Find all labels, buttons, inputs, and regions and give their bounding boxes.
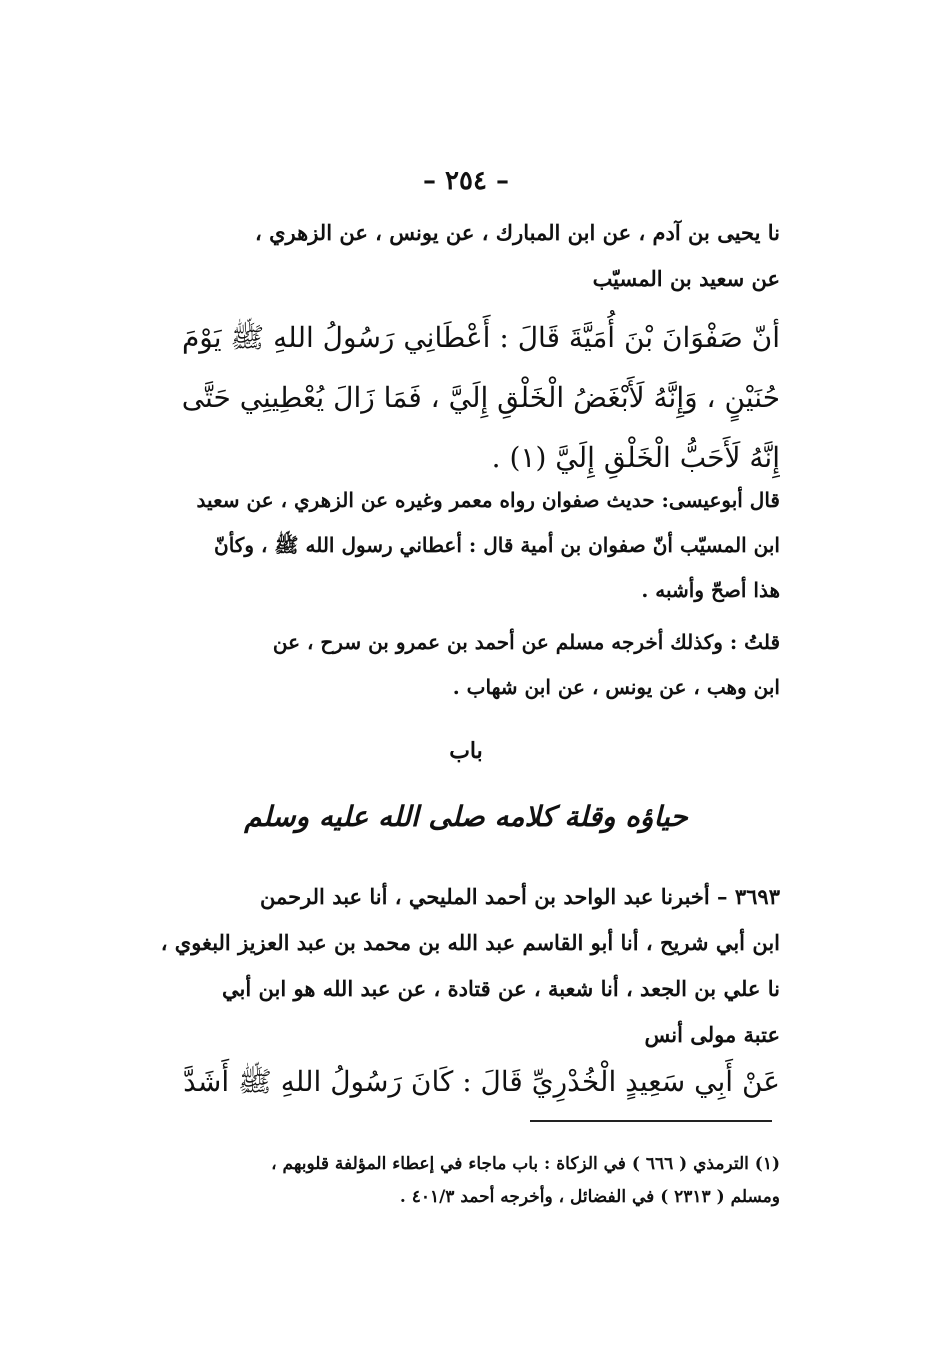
isnad-line: ابن أبي شريح ، أنا أبو القاسم عبد الله بن محمد بن عبد العزيز البغوي ،: [160, 930, 780, 955]
commentary-line: قلتُ : وكذلك أخرجه مسلم عن أحمد بن عمرو بن سرح ، عن: [272, 630, 780, 654]
hadith-text-1: [134, 308, 780, 488]
commentary-line: ابن وهب ، عن يونس ، عن ابن شهاب .: [452, 675, 780, 699]
hadith-line: حُنَيْنٍ ، وَإِنَّهُ لَأَبْغَضُ الْخَلْقِ إِلَيَّ ، فَمَا زَالَ يُعْطِينِي حَتَّى: [181, 381, 780, 414]
hadith-line: إِنَّهُ لَأَحَبُّ الْخَلْقِ إِلَيَّ (١) .: [491, 441, 780, 474]
commentary-line: قال أبوعيسى: حديث صفوان رواه معمر وغيره عن الزهري ، عن سعيد: [196, 488, 780, 512]
hadith-text-2: [134, 1052, 780, 1112]
commentary-line: هذا أصحّ وأشبه .: [641, 578, 780, 602]
footnote-line: (١) الترمذي ( ٦٦٦ ) في الزكاة : باب ماجاء في إعطاء المؤلفة قلوبهم ،: [271, 1154, 780, 1174]
isnad-line: نا علي بن الجعد ، أنا شعبة ، عن قتادة ، عن عبد الله هو ابن أبي: [222, 976, 780, 1001]
hadith-line: أنّ صَفْوَانَ بْنَ أُمَيَّةَ قَالَ : أَعْطَانِي رَسُولُ اللهِ ﷺ يَوْمَ: [181, 321, 780, 354]
page-number: – ٢٥٤ –: [422, 166, 510, 196]
isnad-line: عن سعيد بن المسيّب: [592, 266, 780, 291]
commentary-block-1: [134, 478, 780, 613]
chapter-title: حياؤه وقلة كلامه صلى الله عليه وسلم: [244, 800, 688, 833]
commentary-line: ابن المسيّب أنّ صفوان بن أمية قال : أعطاني رسول الله ﷺ ، وكأنّ: [214, 533, 780, 557]
hadith-line: عَنْ أَبِي سَعِيدٍ الْخُدْرِيِّ قَالَ : كَانَ رَسُولُ اللهِ ﷺ أَشَدَّ: [183, 1065, 780, 1098]
chapter-label: باب: [449, 738, 483, 764]
isnad-line: عتبة مولى أنس: [644, 1022, 780, 1047]
footnotes: [220, 1148, 780, 1214]
isnad-line: نا يحيى بن آدم ، عن ابن المبارك ، عن يونس ، عن الزهري ،: [255, 220, 780, 245]
commentary-block-2: [134, 620, 780, 710]
isnad-line: ٣٦٩٣ – أخبرنا عبد الواحد بن أحمد المليحي ، أنا عبد الرحمن: [259, 884, 780, 909]
footnote-divider: [530, 1120, 772, 1122]
isnad-block-2: [134, 874, 780, 1058]
footnote-line: ومسلم ( ٢٣١٣ ) في الفضائل ، وأخرجه أحمد ٤٠١/٣ .: [399, 1187, 780, 1207]
isnad-block-1: [134, 210, 780, 302]
